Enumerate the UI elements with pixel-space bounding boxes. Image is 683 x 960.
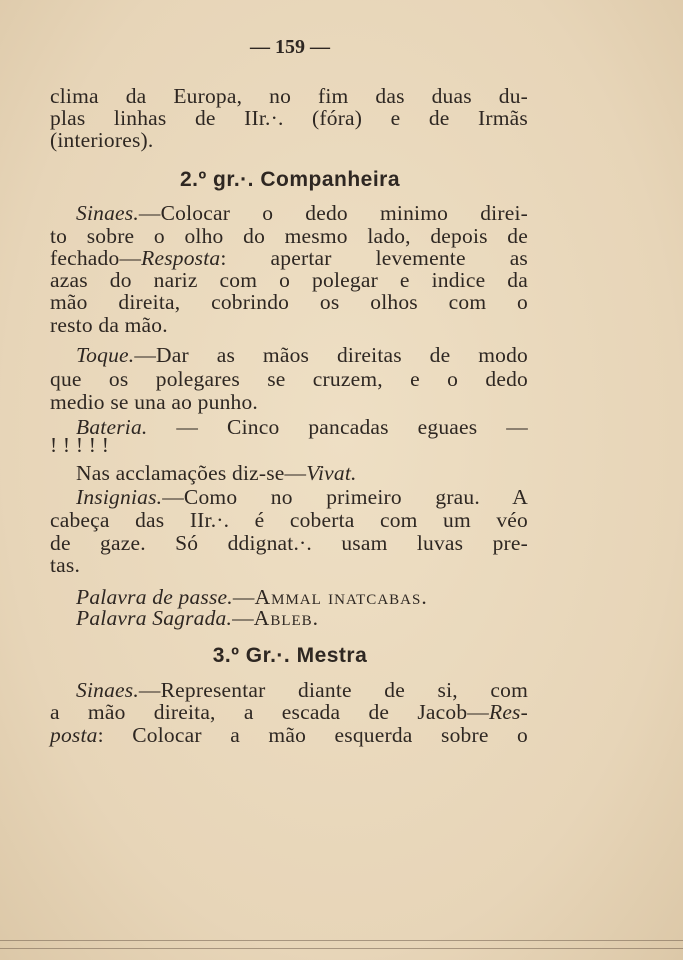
text-segment: a mão direita, a escada de Jacob— [50,700,489,724]
text-segment: (interiores). [50,128,154,152]
small-caps-word: Ableb. [253,606,320,630]
heading-third-degree: 3.º Gr.·. Mestra [212,644,368,667]
page-number: — 159 — [250,36,330,58]
text-segment: : Colocar a mão esquerda sobre o [97,723,528,747]
text-line [50,723,528,747]
italic-term: Toque. [76,343,135,367]
text-line [50,201,528,225]
italic-term: Palavra de passe. [76,585,233,609]
italic-term: Res- [488,700,528,724]
text-segment: —Representar diante de si, com [138,678,528,702]
text-segment: resto da mão. [50,313,168,337]
text-line [50,678,528,702]
heading-second-degree: 2.º gr.·. Companheira [179,168,401,191]
italic-term: Resposta [141,246,221,270]
text-line [50,433,528,457]
text-segment: — [232,585,255,609]
text-line [50,508,528,532]
text-segment: —Como no primeiro grau. A [162,485,528,509]
text-line [50,367,528,391]
text-segment: cabeça das IIr.·. é coberta com um véo [50,508,528,532]
page-edge-line [0,940,683,941]
italic-term: Sinaes. [76,678,139,702]
italic-term: Vivat. [306,461,357,485]
text-segment: mão direita, cobrindo os olhos com o [50,290,528,314]
text-segment: —Colocar o dedo minimo direi- [138,201,528,225]
italic-term: Sinaes. [76,201,139,225]
text-line [50,246,528,270]
text-segment: to sobre o olho do mesmo lado, depois de [50,224,528,248]
text-line [50,84,528,108]
text-segment: de gaze. Só ddignat.·. usam luvas pre- [50,531,528,555]
italic-term: Bateria. [76,415,148,439]
text-line [50,700,528,724]
text-segment: — [232,606,254,630]
text-line [50,343,528,367]
text-line [50,485,528,509]
page-edge-line [0,948,683,949]
text-line [50,531,528,555]
text-line [50,606,528,630]
text-line [50,128,528,152]
text-segment: — Cinco pancadas eguaes — [147,415,528,439]
text-line [50,106,528,130]
text-segment: —Dar as mãos direitas de modo [134,343,528,367]
text-line [50,268,528,292]
text-segment: tas. [50,553,81,577]
text-line [50,390,528,414]
italic-term: Insignias. [76,485,163,509]
italic-term: posta [50,723,98,747]
text-line [50,553,528,577]
text-segment: Nas acclamações diz-se— [76,461,307,485]
text-segment: plas linhas de IIr.·. (fóra) e de Irmãs [50,106,528,130]
italic-term: Palavra Sagrada. [76,606,233,630]
text-segment: fechado— [50,246,142,270]
text-segment: azas do nariz com o polegar e indice da [50,268,528,292]
text-line [50,224,528,248]
text-segment: que os polegares se cruzem, e o dedo [50,367,528,391]
text-line [50,313,528,337]
text-line [50,290,528,314]
text-segment: clima da Europa, no fim das duas du- [50,84,528,108]
text-line [50,461,528,485]
text-segment: medio se una ao punho. [50,390,259,414]
text-segment: ! ! ! ! ! [50,433,110,457]
small-caps-word: Ammal inatcabas. [254,585,428,609]
text-segment: : apertar levemente as [220,246,528,270]
